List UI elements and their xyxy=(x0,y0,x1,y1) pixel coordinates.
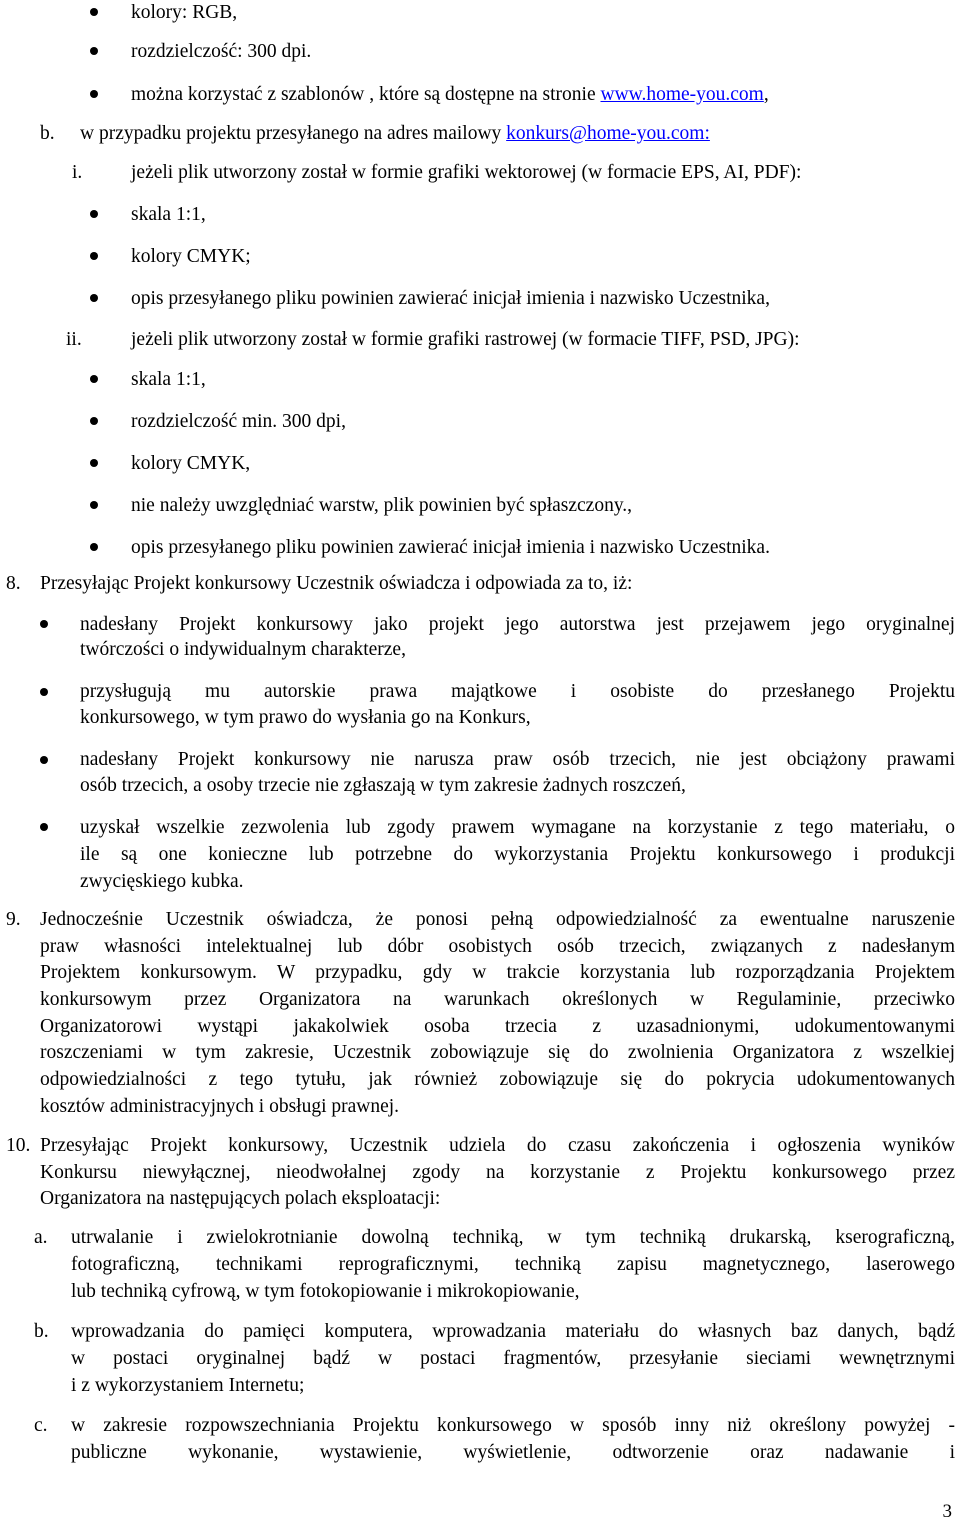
paragraph-line: Przesyłając Projekt konkursowy, Uczestnik udziela do czasu zakończenia i ogłoszenia wyników xyxy=(40,1135,955,1156)
list-item-text: można korzystać z szablonów , które są dostępne na stronie xyxy=(131,84,596,105)
list-item-line: konkursowego, w tym prawo do wysłania go na Konkurs, xyxy=(80,707,531,728)
paragraph-line: Organizatorowi wystąpi jakakolwiek osoba trzecia z uzasadnionymi, udokumentowanymi xyxy=(40,1016,955,1037)
page-number: 3 xyxy=(942,1501,952,1522)
paragraph-number: 10. xyxy=(6,1135,31,1156)
item-line: publiczne wykonanie, wystawienie, wyświetlenie, odtworzenie oraz nadawanie i xyxy=(71,1442,955,1463)
subsection-marker: i. xyxy=(72,162,83,183)
list-item: skala 1:1, xyxy=(131,204,206,225)
paragraph-line: Organizatora na następujących polach eksploatacji: xyxy=(40,1188,441,1209)
subsection-text: jeżeli plik utworzony został w formie grafiki rastrowej (w formacie TIFF, PSD, JPG): xyxy=(131,329,800,350)
list-item-line: uzyskał wszelkie zezwolenia lub zgody prawem wymagane na korzystanie z tego materiału, o xyxy=(80,817,955,838)
bullet-icon xyxy=(90,501,98,509)
paragraph-line: odpowiedzialności z tego tytułu, jak również zobowiązuje się do pokrycia udokumentowanych xyxy=(40,1069,955,1090)
list-item: rozdzielczość: 300 dpi. xyxy=(131,41,312,62)
paragraph-line: Projektem konkursowym. W przypadku, gdy w trakcie korzystania lub rozporządzania Projektem xyxy=(40,962,955,983)
bullet-icon xyxy=(90,47,98,55)
list-item-line: ile są one konieczne lub potrzebne do wykorzystania Projektu konkursowego i produkcji xyxy=(80,844,955,865)
paragraph-line: Jednocześnie Uczestnik oświadcza, że ponosi pełną odpowiedzialność za ewentualne naruszenie xyxy=(40,909,955,930)
list-item: opis przesyłanego pliku powinien zawierać inicjał imienia i nazwisko Uczestnika, xyxy=(131,288,770,309)
paragraph-text: Przesyłając Projekt konkursowy Uczestnik oświadcza i odpowiada za to, iż: xyxy=(40,573,633,594)
list-item: rozdzielczość min. 300 dpi, xyxy=(131,411,346,432)
item-marker: b. xyxy=(34,1321,49,1342)
list-item-line: nadesłany Projekt konkursowy jako projekt jego autorstwa jest przejawem jego oryginalnej xyxy=(80,614,955,635)
list-item-line: przysługują mu autorskie prawa majątkowe i osobiste do przesłanego Projektu xyxy=(80,681,955,702)
item-line: utrwalanie i zwielokrotnianie dowolną techniką, w tym techniką drukarską, kserograficzną, xyxy=(71,1227,955,1248)
list-item-line: zwycięskiego kubka. xyxy=(80,871,244,892)
item-marker: c. xyxy=(34,1415,48,1436)
bullet-icon xyxy=(90,210,98,218)
paragraph-line: roszczeniami w tym zakresie, Uczestnik zobowiązuje się do zwolnienia Organizatora z wszelkiej xyxy=(40,1042,955,1063)
item-line: fotograficzną, technikami reprograficznymi, techniką zapisu magnetycznego, laserowego xyxy=(71,1254,955,1275)
item-line: w postaci oryginalnej bądź w postaci fragmentów, przesyłanie sieciami wewnętrznymi xyxy=(71,1348,955,1369)
bullet-icon xyxy=(40,620,48,628)
bullet-icon xyxy=(90,294,98,302)
bullet-icon xyxy=(90,459,98,467)
section-text xyxy=(80,124,710,144)
list-item-line: twórczości o indywidualnym charakterze, xyxy=(80,639,406,660)
paragraph-line: Konkursu niewyłącznej, nieodwołalnej zgody na korzystanie z Projektu konkursowego przez xyxy=(40,1162,955,1183)
item-line: wprowadzania do pamięci komputera, wprowadzania materiału do własnych baz danych, bądź xyxy=(71,1321,955,1342)
bullet-icon xyxy=(90,252,98,260)
section-text-body: w przypadku projektu przesyłanego na adres mailowy xyxy=(80,123,502,144)
paragraph-line: praw własności intelektualnej lub dóbr osobistych osób trzecich, związanych z nadesłanym xyxy=(40,936,955,957)
paragraph-number: 8. xyxy=(6,573,21,594)
subsection-text: jeżeli plik utworzony został w formie grafiki wektorowej (w formacie EPS, AI, PDF): xyxy=(131,162,802,183)
item-line: w zakresie rozpowszechniania Projektu konkursowego w sposób inny niż określony powyżej - xyxy=(71,1415,955,1436)
bullet-icon xyxy=(40,823,48,831)
bullet-icon xyxy=(90,90,98,98)
item-line: i z wykorzystaniem Internetu; xyxy=(71,1375,305,1396)
bullet-icon xyxy=(90,8,98,16)
list-item: kolory CMYK, xyxy=(131,453,251,474)
bullet-icon xyxy=(90,375,98,383)
email-link[interactable]: konkurs@home-you.com: xyxy=(506,123,710,144)
list-item: nie należy uwzględniać warstw, plik powinien być spłaszczony., xyxy=(131,495,633,516)
item-marker: a. xyxy=(34,1227,48,1248)
paragraph-line: kosztów administracyjnych i obsługi prawnej. xyxy=(40,1096,400,1117)
list-item xyxy=(131,85,769,105)
list-item-line: nadesłany Projekt konkursowy nie narusza praw osób trzecich, nie jest obciążony prawami xyxy=(80,749,955,770)
item-line: lub techniką cyfrową, w tym fotokopiowanie i mikrokopiowanie, xyxy=(71,1281,580,1302)
list-item: skala 1:1, xyxy=(131,369,206,390)
list-item: opis przesyłanego pliku powinien zawierać inicjał imienia i nazwisko Uczestnika. xyxy=(131,537,770,558)
bullet-icon xyxy=(90,543,98,551)
section-marker: b. xyxy=(40,123,55,144)
bullet-icon xyxy=(40,756,48,764)
bullet-icon xyxy=(40,688,48,696)
list-item: kolory CMYK; xyxy=(131,246,251,267)
list-item-line: osób trzecich, a osoby trzecie nie zgłaszają w tym zakresie żadnych roszczeń, xyxy=(80,775,686,796)
website-link[interactable]: www.home-you.com xyxy=(600,84,764,105)
list-item-tail: , xyxy=(763,84,769,105)
list-item: kolory: RGB, xyxy=(131,2,238,23)
subsection-marker: ii. xyxy=(66,329,82,350)
paragraph-line: konkursowym przez Organizatora na warunkach określonych w Regulaminie, przeciwko xyxy=(40,989,955,1010)
paragraph-number: 9. xyxy=(6,909,21,930)
bullet-icon xyxy=(90,417,98,425)
